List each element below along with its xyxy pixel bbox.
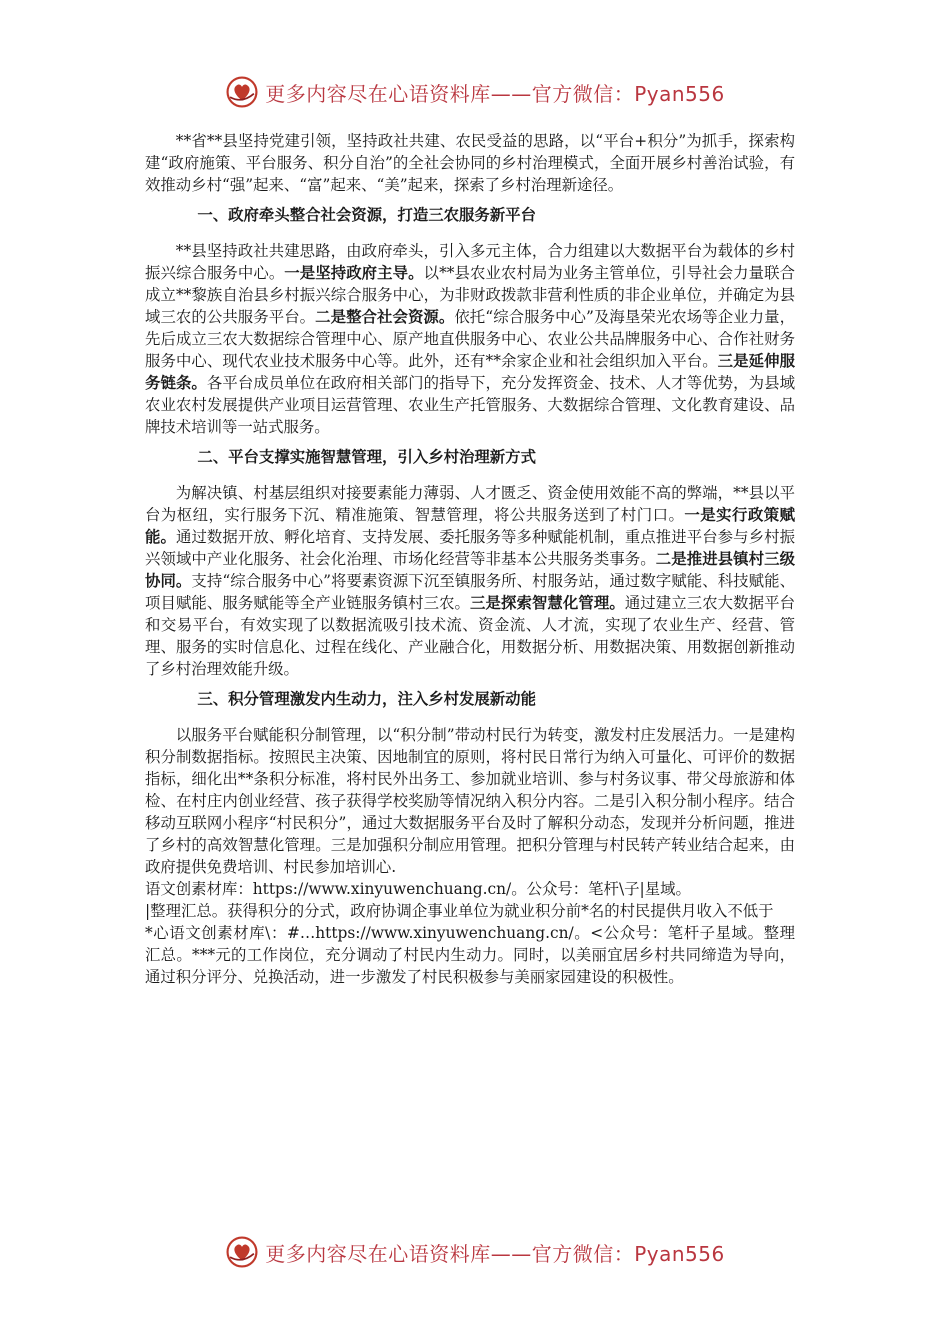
- section-1-point-3: 三是延伸服务链条。: [145, 352, 795, 392]
- section-2-heading: 二、平台支撑实施智慧管理，引入乡村治理新方式: [197, 448, 536, 466]
- section-1-point-2: 二是整合社会资源。: [315, 308, 455, 326]
- section-1-paragraph: **县坚持政社共建思路，由政府牵头，引入多元主体，合力组建以大数据平台为载体的乡村振兴综合服务中心。一是坚持政府主导。以**县农业农村局为业务主管单位，引导社会力量联合成立**黎族自治县乡村振兴综合服务中心，为非财政拨款非营利性质的非企业单位，并确定为县域三农的公共服务平台。二是整合社会资源。依托“综合服务中心”及海垦荣光农场等企业力量，先后成立三农大数据综合管理中心、原产地直供服务中心、农业公共品牌服务中心、合作社财务服务中心、现代农业技术服务中心等。此外，还有**余家企业和社会组织加入平台。三是延伸服务链条。各平台成员单位在政府相关部门的指导下，充分发挥资金、技术、人才等优势，为县域农业农村发展提供产业项目运营管理、农业生产托管服务、大数据综合管理、文化教育建设、品牌技术培训等一站式服务。: [145, 242, 795, 436]
- red-heart-logo-icon: [225, 75, 259, 109]
- section-3-paragraph: 以服务平台赋能积分制管理，以“积分制”带动村民行为转变，激发村庄发展活力。一是建构积分制数据指标。按照民主决策、因地制宜的原则，将村民日常行为纳入可量化、可评价的数据指标，细化出**条积分标准，将村民外出务工、参加就业培训、参与村务议事、带父母旅游和体检、在村庄内创业经营、孩子获得学校奖励等情况纳入积分内容。二是引入积分制小程序。结合移动互联网小程序“村民积分”，通过大数据服务平台及时了解积分动态，发现并分析问题，推进了乡村的高效智慧化管理。三是加强积分制应用管理。把积分管理与村民转产转业结合起来，由政府提供免费培训、村民参加培训心.: [145, 726, 795, 876]
- section-1-heading: 一、政府牵头整合社会资源，打造三农服务新平台: [197, 206, 536, 224]
- section-3-line-b: 语文创素材库：https://www.xinyuwenchuang.cn/。公众号：笔杆\子|星域。: [145, 880, 691, 898]
- intro-paragraph: **省**县坚持党建引领，坚持政社共建、农民受益的思路，以“平台+积分”为抓手，探索构建“政府施策、平台服务、积分自治”的全社会协同的乡村治理模式，全面开展乡村善治试验，有效推动乡村“强”起来、“富”起来、“美”起来，探索了乡村治理新途径。: [145, 132, 795, 194]
- document-body: [145, 130, 795, 988]
- section-2-point-2: 二是推进县镇村三级协同。: [145, 550, 795, 590]
- header-banner-text: 更多内容尽在心语资料库——官方微信：Pyan556: [265, 81, 725, 106]
- section-3-line-c: |整理汇总。获得积分的分式，政府协调企事业单位为就业积分前*名的村民提供月收入不低于: [145, 902, 774, 920]
- section-2-point-3: 三是探索智慧化管理。: [470, 594, 625, 612]
- header-banner: [0, 72, 950, 112]
- section-2-paragraph: 为解决镇、村基层组织对接要素能力薄弱、人才匮乏、资金使用效能不高的弊端，**县以平台为枢纽，实行服务下沉、精准施策、智慧管理，将公共服务送到了村门口。一是实行政策赋能。通过数据开放、孵化培育、支持发展、委托服务等多种赋能机制，重点推进平台参与乡村振兴领域中产业化服务、社会化治理、市场化经营等非基本公共服务类事务。二是推进县镇村三级协同。支持“综合服务中心”将要素资源下沉至镇服务所、村服务站，通过数字赋能、科技赋能、项目赋能、服务赋能等全产业链服务镇村三农。三是探索智慧化管理。通过建立三农大数据平台和交易平台，有效实现了以数据流吸引技术流、资金流、人才流，实现了农业生产、经营、管理、服务的实时信息化、过程在线化、产业融合化，用数据分析、用数据决策、用数据创新推动了乡村治理效能升级。: [145, 484, 795, 678]
- footer-banner-text: 更多内容尽在心语资料库——官方微信：Pyan556: [265, 1241, 725, 1266]
- section-3-line-d: *心语文创素材库\：#…https://www.xinyuwenchuang.cn/。<公众号：笔杆子星域。整理汇总。***元的工作岗位，充分调动了村民内生动力。同时，以美丽宜居乡村共同缔造为导向，通过积分评分、兑换活动，进一步激发了村民积极参与美丽家园建设的积极性。: [145, 924, 795, 986]
- section-3-heading: 三、积分管理激发内生动力，注入乡村发展新动能: [197, 690, 536, 708]
- red-heart-logo-icon: [225, 1235, 259, 1269]
- section-2-point-1: 一是实行政策赋能。: [145, 506, 795, 546]
- section-1-point-1: 一是坚持政府主导。: [284, 264, 424, 282]
- footer-banner: [0, 1232, 950, 1272]
